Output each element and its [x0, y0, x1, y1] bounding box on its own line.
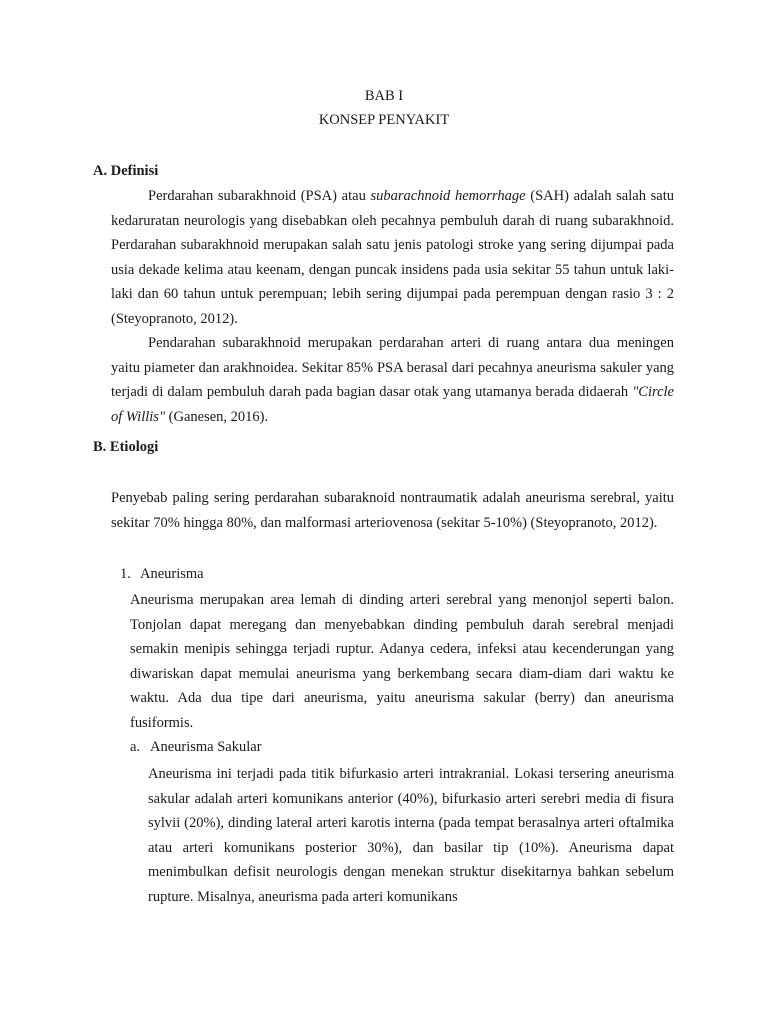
- list-number: 1.: [120, 566, 131, 582]
- list-item-aneurisma: [120, 566, 204, 583]
- aneurisma-sakular-body: [148, 762, 674, 909]
- aneurisma-paragraph: Aneurisma merupakan area lemah di dinding arteri serebral yang menonjol seperti balon. Tonjolan dapat meregang dan menyebabkan dinding pembuluh darah serebral menjadi semakin menipis sehingga terjadi ruptur. Adanya cedera, infeksi atau kecenderungan yang diwariskan dapat memulai aneurisma yang berkembang secara diam-diam dari waktu ke waktu. Ada dua tipe dari aneurisma, yaitu aneurisma sakular (berry) dan aneurisma fusiformis.: [130, 592, 674, 731]
- etiologi-intro: [111, 486, 674, 535]
- aneurisma-body: [130, 588, 674, 735]
- chapter-title: KONSEP PENYAKIT: [318, 112, 450, 128]
- sub-item-letter: a.: [130, 739, 141, 755]
- definisi-paragraph-2: Pendarahan subarakhnoid merupakan perdarahan arteri di ruang antara dua meningen yaitu piameter dan arakhnoidea. Sekitar 85% PSA berasal dari pecahnya aneurisma sakuler yang terjadi di dalam pembuluh darah pada bagian dasar otak yang utamanya berada didaerah "Circle of Willis" (Ganesen, 2016).: [111, 335, 674, 425]
- section-a-heading: A. Definisi: [93, 163, 159, 179]
- sub-item-aneurisma-sakular: [130, 739, 262, 756]
- etiologi-intro-paragraph: Penyebab paling sering perdarahan subaraknoid nontraumatik adalah aneurisma serebral, yaitu sekitar 70% hingga 80%, dan malformasi arteriovenosa (sekitar 5-10%) (Steyopranoto, 2012).: [111, 490, 674, 531]
- aneurisma-sakular-paragraph: Aneurisma ini terjadi pada titik bifurkasio arteri intrakranial. Lokasi tersering aneurisma sakular adalah arteri komunikans anterior (40%), bifurkasio arteri serebri media di fisura sylvii (20%), dinding lateral arteri karotis interna (pada tempat berasalnya arteri oftalmika atau arteri komunikans posterior 30%), dan basilar tip (10%). Aneurisma dapat menimbulkan defisit neurologis dengan menekan struktur disekitarnya bahkan sebelum rupture. Misalnya, aneurisma pada arteri komunikans: [148, 766, 674, 905]
- section-b-heading: B. Etiologi: [93, 439, 159, 455]
- section-a-body: [111, 184, 674, 429]
- list-item-label: Aneurisma: [140, 566, 204, 582]
- definisi-paragraph-1: Perdarahan subarakhnoid (PSA) atau subarachnoid hemorrhage (SAH) adalah salah satu kedaruratan neurologis yang disebabkan oleh pecahnya pembuluh darah di ruang subarakhnoid. Perdarahan subarakhnoid merupakan salah satu jenis patologi stroke yang sering dijumpai pada usia dekade kelima atau keenam, dengan puncak insidens pada usia sekitar 55 tahun untuk laki-laki dan 60 tahun untuk perempuan; lebih sering dijumpai pada perempuan dengan rasio 3 : 2 (Steyopranoto, 2012).: [111, 188, 674, 327]
- sub-item-label: Aneurisma Sakular: [150, 739, 262, 755]
- chapter-number: BAB I: [364, 88, 404, 104]
